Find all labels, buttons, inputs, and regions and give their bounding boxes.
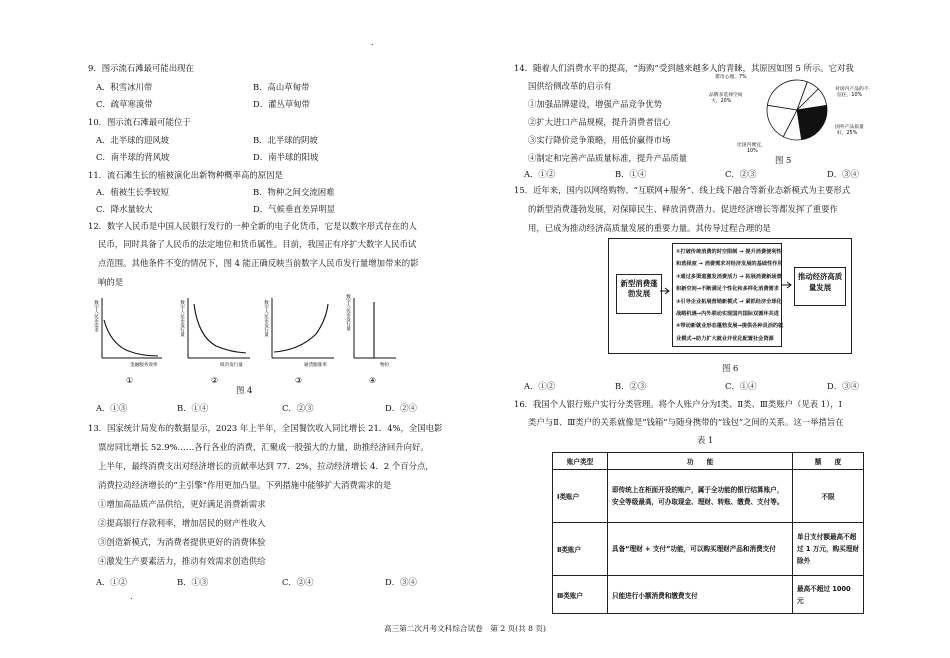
q12-option-a[interactable]: A．①③ (96, 403, 128, 413)
table-cell-quota: 单日支付额最高不超过 1 万元，购买理财除外 (793, 523, 864, 576)
flow-right-box: 推动经济高质量发展 (794, 267, 846, 306)
flow-item-1: ①打破传统消费的时空限制 → 提升消费便利性 (676, 249, 782, 255)
pie-label-5a: 品牌多选择空间 (709, 93, 743, 98)
graph-2-num: ② (211, 376, 219, 385)
q9-stem: 9．图示流石滩最可能出现在 (88, 63, 194, 73)
q13-line-3: 上半年，最终消费支出对经济增长的贡献率达到 77．2%，拉动经济增长 4．2 个百分点， (98, 461, 434, 471)
q9-option-a[interactable]: A．积雪冰川带 (96, 82, 153, 92)
q13-line-1: 13．国家统计局发布的数据显示，2023 年上半年，全国餐饮收入同比增长 21．4%，全国电影 (88, 423, 443, 433)
table-cell-function: 只能进行小额消费和缴费支付 (608, 576, 793, 614)
flow-item-3: ②通过多渠道激发消费活力 → 拓展消费新场景 (676, 273, 782, 280)
q12-option-b[interactable]: B．①④ (177, 403, 209, 413)
graph-1 (94, 298, 163, 385)
q14-statement-3: ③实行降价竞争策略，用低价赢得市场 (528, 135, 671, 145)
q14-line-2: 国供给侧改革的启示有 (528, 81, 612, 91)
q13-statement-2: ②提高银行存款利率，增加居民的财产性收入 (98, 518, 266, 528)
table-cell-function: 具备“理财 + 支付”功能，可以购买理财产品和消费支付 (608, 523, 793, 576)
pie-label-2a: 对国内产品的不 (835, 87, 869, 92)
q9-option-b[interactable]: B．高山草甸带 (253, 82, 310, 92)
pie-label-4b: 10% (747, 149, 758, 154)
q14-statement-4: ④制定和完善产品质量标准，提升产品质量 (528, 153, 688, 163)
footer-dot: . (130, 591, 133, 601)
pie-label-5b: 大，20% (711, 99, 732, 104)
table-cell-type: Ⅲ类账户 (553, 576, 608, 614)
flow-arrow-left (660, 286, 672, 296)
graph-3-ylabel: 数字人民币发行量 (263, 300, 269, 337)
q9-option-d[interactable]: D．灌丛草甸带 (253, 99, 310, 109)
q14-line-1: 14．随着人们消费水平的提高，“海购”受到越来越多人的青睐，其原因如图 5 所示。它对我 (514, 63, 854, 73)
flow-item-6: 战略机遇→内外联动实现国内国际双循环共进 (676, 311, 779, 318)
q11-option-a[interactable]: A．植被生长季较短 (96, 187, 170, 197)
graph-2-xlabel: 纸币发行量 (220, 363, 243, 368)
graph-3-num: ③ (295, 376, 303, 385)
q16-line-1: 16．我国个人银行账户实行分类管理。将个人账户分为Ⅰ类、Ⅱ类、Ⅲ类账户（见表 1），Ⅰ (514, 399, 842, 409)
q13-line-2: 票房同比增长 52.9%……各行各业的消费，汇聚成一股强大的力量，助推经济回升向好。 (98, 442, 429, 452)
q11-option-d[interactable]: D．气候垂直差异明显 (253, 204, 336, 214)
graph-4 (346, 293, 397, 385)
q14-option-c[interactable]: C．②③ (725, 169, 757, 179)
table-header-type: 账户类型 (553, 453, 608, 470)
graph-3 (264, 298, 335, 385)
q15-option-a[interactable]: A．①② (524, 381, 556, 391)
graph-4-num: ④ (369, 376, 377, 385)
table-cell-quota: 最高不超过 1000 元 (793, 576, 864, 614)
flow-left-box: 新型消费蓬勃发展 (616, 274, 662, 314)
flow-item-5: ③引导企业拓展营销新模式 → 紧抓经济全球化 (676, 298, 782, 305)
q13-option-b[interactable]: B．①③ (177, 577, 209, 587)
figure-5-pie-chart (697, 68, 883, 154)
q14-option-a[interactable]: A．①② (524, 169, 556, 179)
graph-1-xlabel: 金融服务效率 (130, 363, 158, 368)
table-cell-function: 即传统上在柜面开设的账户，属于全功能的银行结算账户，安全等级最高，可办取现金、理财、转账、缴费、支付等。 (608, 470, 793, 523)
pie-slice (797, 105, 827, 139)
graph-3-xlabel: 通货膨胀率 (304, 363, 327, 368)
q13-option-c[interactable]: C．②④ (282, 577, 314, 587)
graph-1-num: ① (126, 376, 134, 385)
table-1 (552, 452, 864, 614)
q13-statement-1: ①增加高品质产品供给，更好满足消费新需求 (98, 499, 266, 509)
q14-option-d[interactable]: D．③④ (827, 169, 859, 179)
q9-option-c[interactable]: C．疏草寒漠带 (96, 99, 153, 109)
q10-option-d[interactable]: D．南半球的阳坡 (253, 152, 319, 162)
flow-item-7: ④带动新就业形态蓬勃发展→提供各种灵活的就 (676, 323, 784, 330)
table-header-quota: 额 度 (793, 453, 864, 470)
q13-option-d[interactable]: D．③④ (385, 577, 417, 587)
figure-4-caption: 图 4 (236, 385, 253, 395)
pie-label-3b: 好，25% (837, 131, 858, 136)
graph-2 (180, 298, 251, 385)
q12-option-c[interactable]: C．②③ (282, 403, 314, 413)
figure-6-caption: 图 6 (722, 363, 739, 373)
table-cell-type: Ⅰ类账户 (553, 470, 608, 523)
pie-label-1: 猎奇心理，7% (715, 75, 747, 80)
table-1-title: 表 1 (697, 435, 714, 445)
pie-label-3a: 国外产品质量 (835, 125, 864, 130)
graph-2-ylabel: 数字人民币发行量 (179, 300, 185, 337)
q12-line-3: 点范围。其他条件不变的情况下，图 4 能正确反映当前数字人民币发行量增加带来的影 (98, 258, 419, 268)
q15-line-1: 15．近年来，国内以网络购物、“互联网+服务”、线上线下融合等新业态新模式为主要形式 (514, 185, 851, 195)
flow-arrow-right (782, 280, 794, 290)
q15-option-d[interactable]: D．③④ (827, 381, 859, 391)
figure-5-caption: 图 5 (775, 155, 792, 165)
graph-4-xlabel: 物价 (380, 363, 390, 368)
q12-line-2: 民币，同时具备了人民币的法定地位和货币属性。目前，我国正有序扩大数字人民币试 (98, 239, 417, 249)
q15-option-b[interactable]: B．②③ (615, 381, 647, 391)
q11-option-c[interactable]: C．降水量较大 (96, 204, 153, 214)
q14-statement-2: ②扩大进口产品规模，提升消费者信心 (528, 117, 671, 127)
q11-stem: 11．流石滩生长的植被演化出新物种概率高的原因是 (88, 170, 283, 180)
pie-label-4a: 比国内便宜， (737, 143, 766, 148)
q11-option-b[interactable]: B．物种之间交流困难 (253, 187, 335, 197)
q12-line-1: 12．数字人民币是中国人民银行发行的一种全新的电子化货币，它是以数字形式存在的人 (88, 221, 417, 231)
q15-line-2: 的新型消费蓬勃发展，对保障民生、释放消费潜力、促进经济增长等都发挥了重要作 (528, 204, 838, 214)
q13-line-4: 消费拉动经济增长的“主引擎”作用更加凸显。下列措施中能够扩大消费需求的是 (98, 480, 392, 490)
figure-4 (90, 290, 400, 390)
q16-line-2: 类户与Ⅱ、Ⅲ类户的关系就像是“钱箱”与随身携带的“钱包”之间的关系。这一举措旨在 (528, 417, 844, 427)
flow-middle-box (672, 243, 782, 347)
table-row (553, 523, 864, 576)
table-cell-quota: 不限 (793, 470, 864, 523)
q13-statement-3: ③创造新模式，为消费者提供更好的消费体验 (98, 537, 266, 547)
q10-option-b[interactable]: B．北半球的阴坡 (253, 135, 318, 145)
table-row (553, 470, 864, 523)
table-row (553, 576, 864, 614)
q13-statement-4: ④激发生产要素活力，推动有效需求创造供给 (98, 556, 266, 566)
pie-label-2b: 信任，10% (837, 93, 863, 98)
q10-option-a[interactable]: A．北半球的迎风坡 (96, 135, 170, 145)
q15-line-3: 用，已成为推动经济高质量发展的重要力量。其传导过程合理的是 (528, 223, 771, 233)
flow-item-8: 业模式→助力扩大就业并优化配置社会资源 (676, 335, 774, 342)
table-header-function: 功 能 (608, 453, 793, 470)
header-dot: . (371, 37, 374, 47)
q15-option-c[interactable]: C．①④ (725, 381, 757, 391)
q10-option-c[interactable]: C．南半球的背风坡 (96, 152, 170, 162)
flow-item-2: 和选择度 → 消费需求对经济发展的基础性作用 (676, 261, 783, 268)
graph-4-ylabel: 数字人民币发行量 (345, 294, 351, 331)
pie-slices (767, 80, 827, 140)
flow-item-4: 和新空间→不断满足个性化和多样化消费需求 (676, 286, 779, 293)
q14-statement-1: ①加强品牌建设，增强产品竞争优势 (528, 99, 662, 109)
table-cell-type: Ⅱ类账户 (553, 523, 608, 576)
q12-option-d[interactable]: D．②④ (385, 403, 417, 413)
q10-stem: 10．图示流石滩最可能位于 (88, 117, 191, 127)
graph-1-ylabel: 数字人民币需求 (93, 300, 99, 333)
page-footer: 高三第二次月考文科综合试卷 第 2 页(共 8 页) (384, 624, 546, 633)
table-header-row (553, 453, 864, 470)
q13-option-a[interactable]: A．①② (96, 577, 128, 587)
q12-line-4: 响的是 (98, 277, 124, 287)
q14-option-b[interactable]: B．①④ (615, 169, 647, 179)
